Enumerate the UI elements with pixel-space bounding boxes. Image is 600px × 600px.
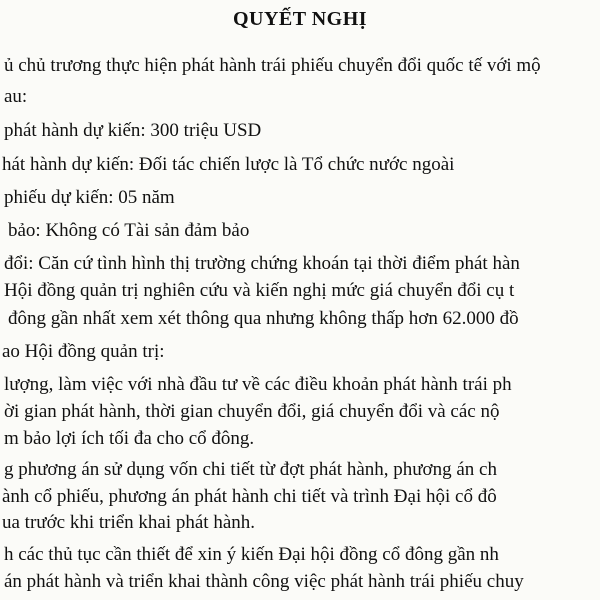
text-line: ủ chủ trương thực hiện phát hành trái phiếu chuyển đổi quốc tế với mộ: [4, 55, 541, 76]
text-line: hát hành dự kiến: Đối tác chiến lược là Tổ chức nước ngoài: [2, 154, 455, 175]
text-line: au:: [4, 86, 28, 107]
text-line: đông gần nhất xem xét thông qua nhưng không thấp hơn 62.000 đồ: [8, 308, 519, 329]
text-line: ao Hội đồng quản trị:: [2, 341, 165, 362]
document-title: QUYẾT NGHỊ: [232, 8, 368, 30]
text-line: m bảo lợi ích tối đa cho cổ đông.: [4, 428, 255, 449]
text-line: g phương án sử dụng vốn chi tiết từ đợt phát hành, phương án ch: [4, 459, 497, 480]
text-line: Hội đồng quản trị nghiên cứu và kiến nghị mức giá chuyển đổi cụ t: [4, 280, 515, 301]
text-line: h các thủ tục cần thiết để xin ý kiến Đại hội đồng cổ đông gần nh: [4, 544, 499, 565]
text-line: án phát hành và triển khai thành công việc phát hành trái phiếu chuy: [4, 571, 524, 592]
text-line: bảo: Không có Tài sản đảm bảo: [8, 220, 250, 241]
text-line: đổi: Căn cứ tình hình thị trường chứng khoán tại thời điểm phát hàn: [4, 253, 520, 274]
text-line: phát hành dự kiến: 300 triệu USD: [4, 120, 262, 141]
text-line: ành cổ phiếu, phương án phát hành chi tiết và trình Đại hội cổ đô: [2, 486, 497, 507]
text-line: ời gian phát hành, thời gian chuyển đổi, giá chuyển đổi và các nộ: [4, 401, 500, 422]
text-line: lượng, làm việc với nhà đầu tư về các điều khoản phát hành trái ph: [4, 374, 512, 395]
text-line: ua trước khi triển khai phát hành.: [2, 512, 256, 533]
text-line: phiếu dự kiến: 05 năm: [4, 187, 175, 208]
